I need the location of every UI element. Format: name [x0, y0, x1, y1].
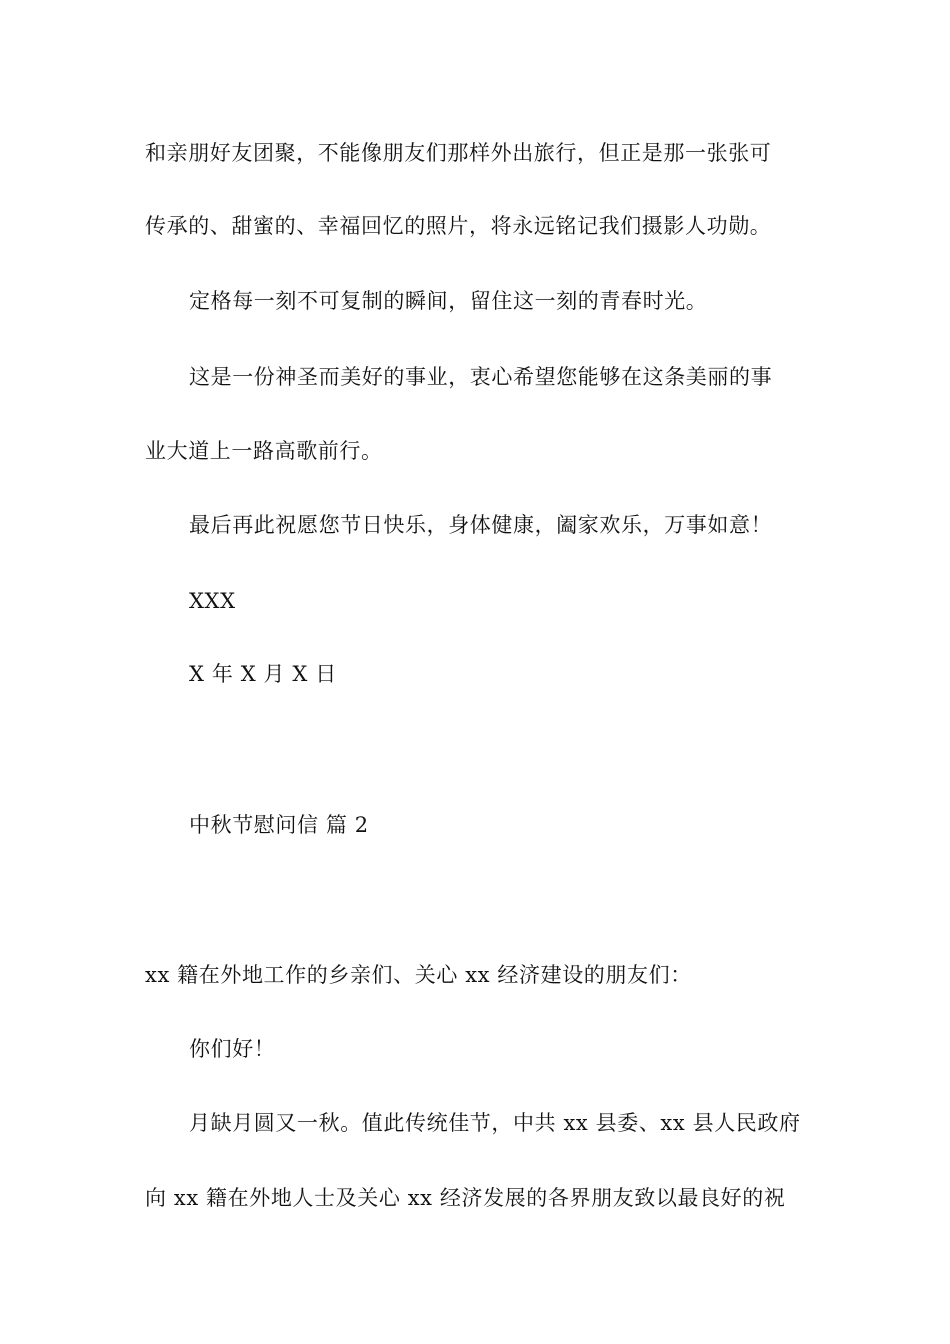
text-line-4: 这是一份神圣而美好的事业，衷心希望您能够在这条美丽的事	[189, 365, 773, 389]
greeting: 你们好！	[189, 1037, 276, 1061]
text-line-1: 和亲朋好友团聚，不能像朋友们那样外出旅行，但正是那一张张可	[145, 141, 772, 165]
signature: XXX	[189, 589, 236, 613]
text-line-2: 传承的、甜蜜的、幸福回忆的照片，将永远铭记我们摄影人功勋。	[145, 214, 772, 238]
text-line-6: 最后再此祝愿您节日快乐，身体健康，阖家欢乐，万事如意！	[189, 513, 773, 537]
section-heading: 中秋节慰问信 篇 2	[189, 813, 369, 837]
text-line-3: 定格每一刻不可复制的瞬间，留住这一刻的青春时光。	[189, 289, 708, 313]
text-line-5: 业大道上一路高歌前行。	[145, 439, 383, 463]
salutation: xx 籍在外地工作的乡亲们、关心 xx 经济建设的朋友们：	[145, 963, 692, 987]
text-line-12: 月缺月圆又一秋。值此传统佳节，中共 xx 县委、xx 县人民政府	[189, 1111, 801, 1135]
date-line: X 年 X 月 X 日	[189, 662, 337, 686]
text-line-13: 向 xx 籍在外地人士及关心 xx 经济发展的各界朋友致以最良好的祝	[145, 1186, 786, 1210]
